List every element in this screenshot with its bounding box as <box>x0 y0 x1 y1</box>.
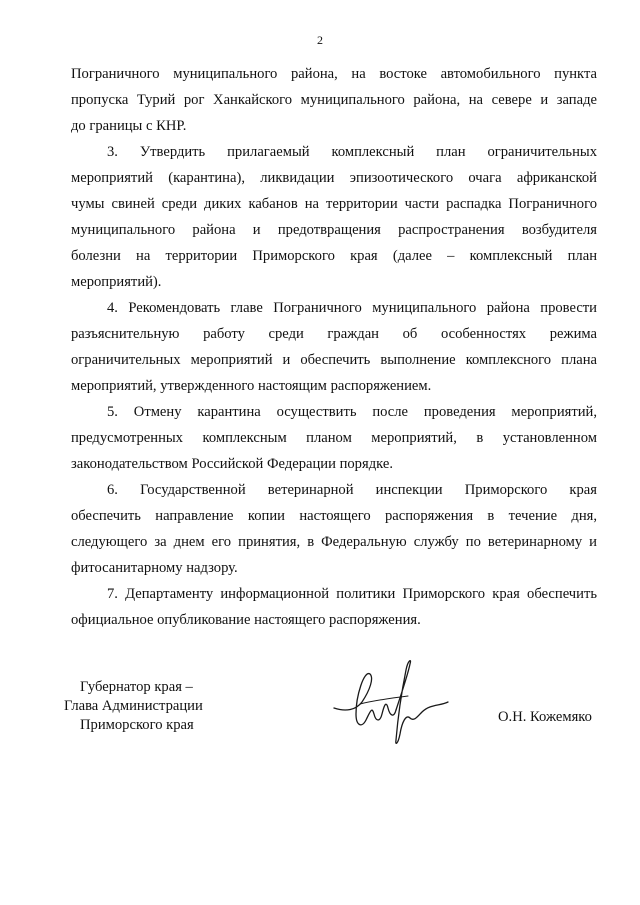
signatory-title-line: Губернатор края – <box>80 679 193 695</box>
text-line: болезни на территории Приморского края (далее – комплексный план <box>71 248 597 265</box>
paragraph-item-4 <box>71 295 597 399</box>
text-line: Пограничного муниципального района, на востоке автомобильного пункта <box>71 66 597 82</box>
text-line: законодательством Российской Федерации порядке. <box>71 456 393 473</box>
signatory-title-line: Приморского края <box>80 717 194 733</box>
text-line: фитосанитарному надзору. <box>71 560 238 577</box>
handwritten-signature <box>326 656 456 748</box>
page-number: 2 <box>317 33 323 47</box>
text-line: обеспечить направление копии настоящего распоряжения в течение дня, <box>71 508 597 525</box>
text-line: чумы свиней среди диких кабанов на территории части распадка Пограничного <box>71 196 597 213</box>
text-line: 3. Утвердить прилагаемый комплексный план ограничительных <box>107 144 597 160</box>
paragraph-continuation <box>71 61 597 139</box>
signer-name: О.Н. Кожемяко <box>498 709 592 725</box>
text-line: муниципального района и предотвращения распространения возбудителя <box>71 222 597 239</box>
signatory-title-line: Глава Администрации <box>64 698 203 714</box>
text-line: мероприятий). <box>71 274 162 291</box>
text-line: пропуска Турий рог Ханкайского муниципального района, на севере и западе <box>71 92 597 109</box>
text-line: ограничительных мероприятий и обеспечить выполнение комплексного плана <box>71 352 597 369</box>
text-line: официальное опубликование настоящего распоряжения. <box>71 612 421 629</box>
paragraph-item-7 <box>71 581 597 633</box>
paragraph-item-5 <box>71 399 597 477</box>
text-line: 7. Департаменту информационной политики Приморского края обеспечить <box>107 586 597 602</box>
text-line: мероприятий (карантина), ликвидации эпизоотического очага африканской <box>71 170 597 187</box>
text-line: 5. Отмену карантина осуществить после проведения мероприятий, <box>107 404 597 420</box>
signatory-title <box>64 678 203 735</box>
paragraph-item-3 <box>71 139 597 296</box>
text-line: 6. Государственной ветеринарной инспекции Приморского края <box>107 482 597 498</box>
text-line: следующего за днем его принятия, в Федеральную службу по ветеринарному и <box>71 534 597 551</box>
text-line: предусмотренных комплексным планом мероприятий, в установленном <box>71 430 597 447</box>
text-line: 4. Рекомендовать главе Пограничного муниципального района провести <box>107 300 597 316</box>
paragraph-item-6 <box>71 477 597 581</box>
text-line: мероприятий, утвержденного настоящим распоряжением. <box>71 378 432 395</box>
text-line: разъяснительную работу среди граждан об особенностях режима <box>71 326 597 343</box>
text-line: до границы с КНР. <box>71 118 187 135</box>
